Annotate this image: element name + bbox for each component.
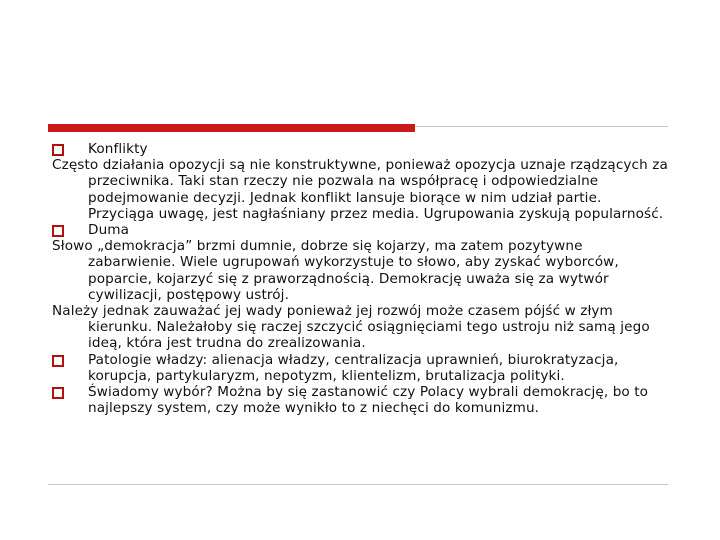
bullet-text: Duma xyxy=(88,222,130,239)
square-bullet-icon xyxy=(52,355,64,367)
square-bullet-icon xyxy=(52,144,64,156)
bullet-text: Patologie władzy: alienacja władzy, centralizacja uprawnień, biurokratyzacja, korupcja, partykularyzm, nepotyzm, klientelizm, brutalizacja polityki. xyxy=(88,351,619,384)
slide-body xyxy=(52,141,672,416)
bottom-divider xyxy=(48,484,668,485)
paragraph-duma: Słowo „demokracja” brzmi dumnie, dobrze się kojarzy, ma zatem pozytywne zabarwienie. Wiele ugrupowań wykorzystuje to słowo, aby zyskać wyborców, poparcie, kojarzyć się z praworządnością. Demokrację uważa się za wytwór cywilizacji, postępowy ustrój. xyxy=(52,238,619,303)
bullet-text: Konflikty xyxy=(88,141,148,157)
bullet-text: Świadomy wybór? Można by się zastanowić czy Polacy wybrali demokrację, bo to najlepszy system, czy może wynikło to z niechęci do komunizmu. xyxy=(88,384,649,417)
square-bullet-icon xyxy=(52,225,64,237)
title-accent-bar xyxy=(48,124,415,132)
bullet-item-duma xyxy=(52,222,672,238)
bullet-item-konflikty xyxy=(52,141,672,157)
bullet-item-patologie xyxy=(52,352,672,384)
square-bullet-icon xyxy=(52,387,64,399)
paragraph-wady: Należy jednak zauważać jej wady ponieważ jej rozwój może czasem pójść w złym kierunku. Należałoby się raczej szczycić osiągnięciami tego ustroju niż samą jego ideą, która jest trudna do zrealizowania. xyxy=(52,303,650,352)
bullet-item-wybor xyxy=(52,384,672,416)
paragraph-konflikty: Często działania opozycji są nie konstruktywne, ponieważ opozycja uznaje rządzących za przeciwnika. Taki stan rzeczy nie pozwala na współpracę i odpowiedzialne podejmowanie decyzji. Jednak konflikt lansuje biorące w nim udział partie. Przyciąga uwagę, jest nagłaśniany przez media. Ugrupowania zyskują popularność. xyxy=(52,157,668,222)
